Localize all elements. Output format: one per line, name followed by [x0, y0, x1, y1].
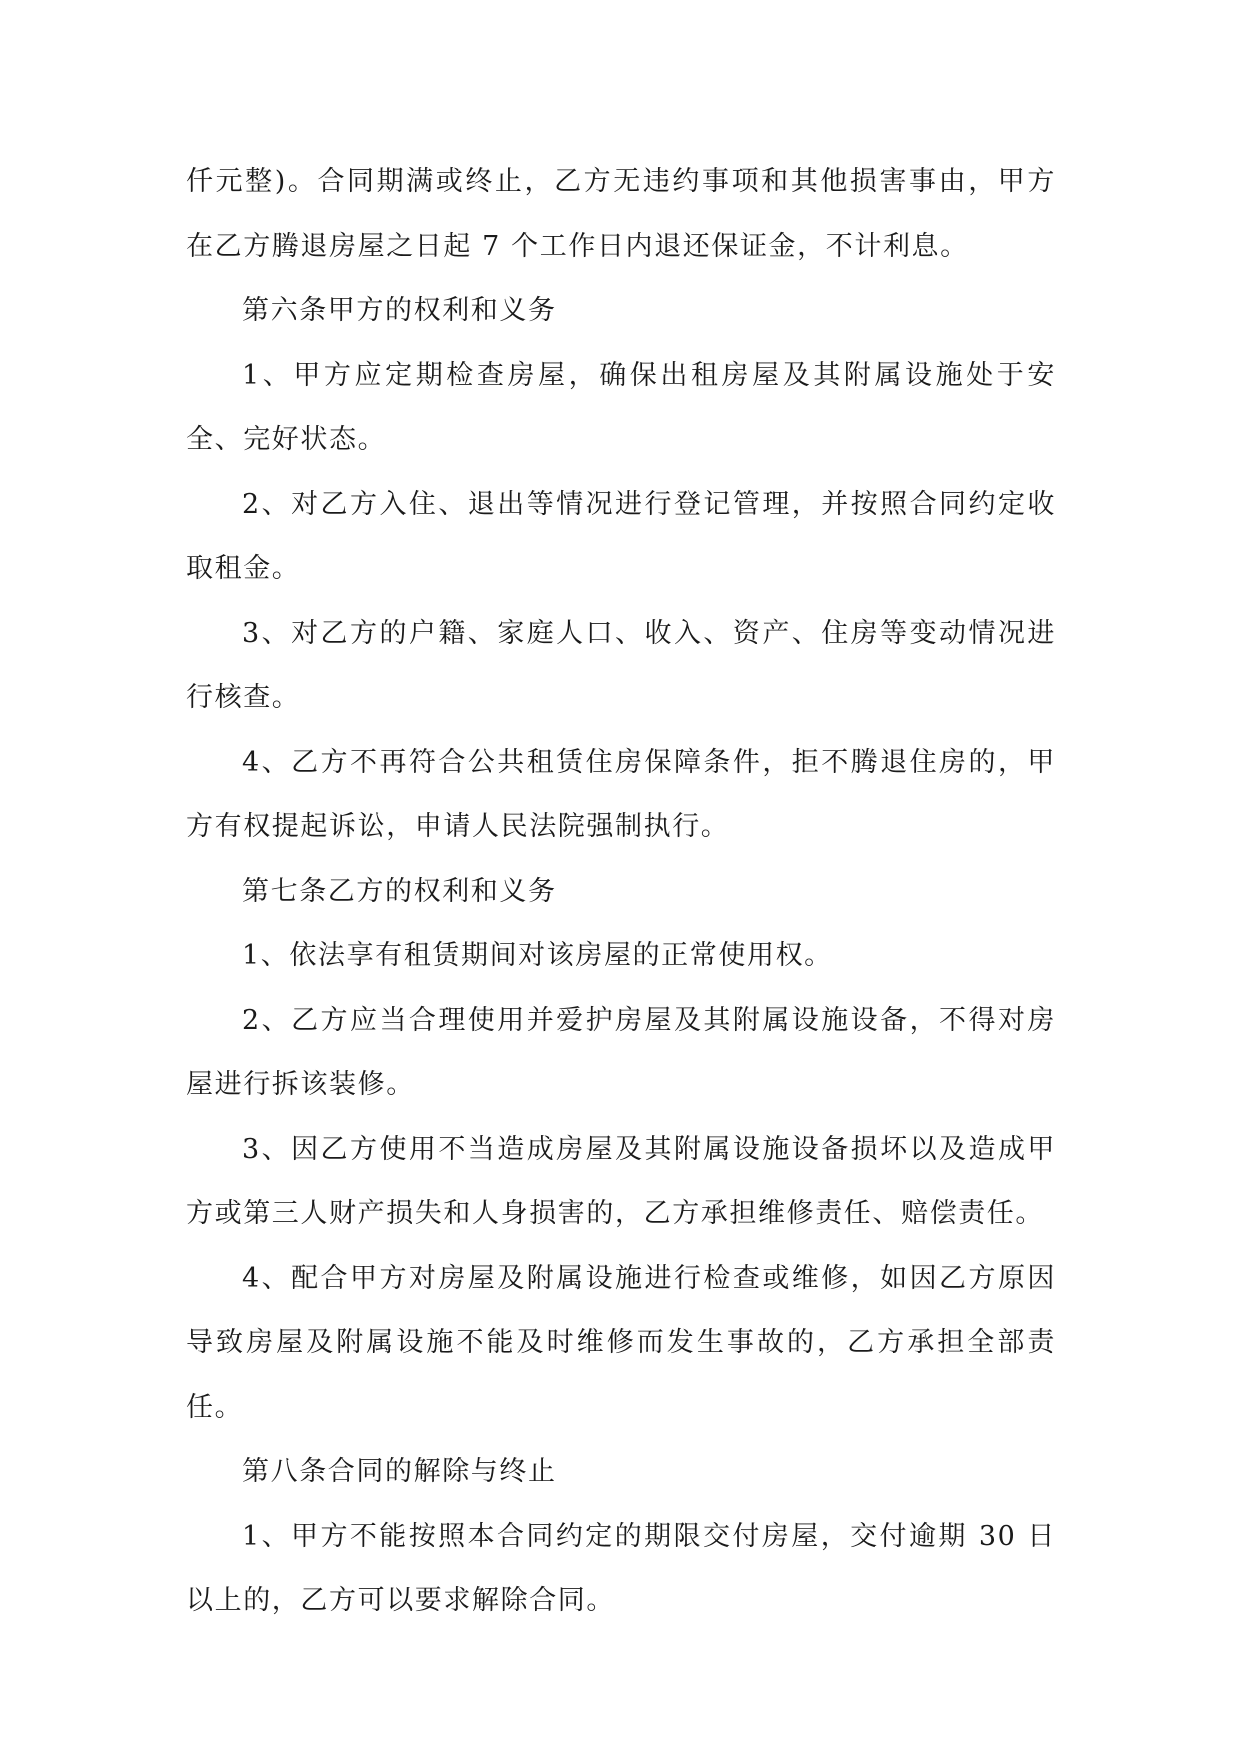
paragraph-deposit-refund: 仟元整)。合同期满或终止，乙方无违约事项和其他损害事由，甲方在乙方腾退房屋之日起 7 个工作日内退还保证金，不计利息。: [186, 166, 1056, 262]
paragraph-article-7-item-4: 4、配合甲方对房屋及附属设施进行检查或维修，如因乙方原因导致房屋及附属设施不能及时维修而发生事故的，乙方承担全部责任。: [186, 1262, 1056, 1423]
heading-article-7: 第七条乙方的权利和义务: [242, 875, 557, 907]
paragraph-article-7-item-3: 3、因乙方使用不当造成房屋及其附属设施设备损坏以及造成甲方或第三人财产损失和人身损害的，乙方承担维修责任、赔偿责任。: [186, 1133, 1056, 1229]
paragraph-article-7-item-2: 2、乙方应当合理使用并爱护房屋及其附属设施设备，不得对房屋进行拆该装修。: [186, 1004, 1056, 1100]
document-body: [186, 150, 1056, 1634]
paragraph-article-6-item-1: 1、甲方应定期检查房屋，确保出租房屋及其附属设施处于安全、完好状态。: [186, 359, 1056, 455]
paragraph-article-6-item-4: 4、乙方不再符合公共租赁住房保障条件，拒不腾退住房的，甲方有权提起诉讼，申请人民法院强制执行。: [186, 746, 1056, 842]
heading-article-8: 第八条合同的解除与终止: [242, 1456, 557, 1487]
paragraph-article-6-item-2: 2、对乙方入住、退出等情况进行登记管理，并按照合同约定收取租金。: [186, 488, 1056, 584]
paragraph-article-8-item-1: 1、甲方不能按照本合同约定的期限交付房屋，交付逾期 30 日以上的，乙方可以要求解除合同。: [186, 1520, 1056, 1616]
heading-article-6: 第六条甲方的权利和义务: [242, 295, 557, 326]
paragraph-article-7-item-1: 1、依法享有租赁期间对该房屋的正常使用权。: [242, 940, 833, 971]
paragraph-article-6-item-3: 3、对乙方的户籍、家庭人口、收入、资产、住房等变动情况进行核查。: [186, 617, 1056, 713]
